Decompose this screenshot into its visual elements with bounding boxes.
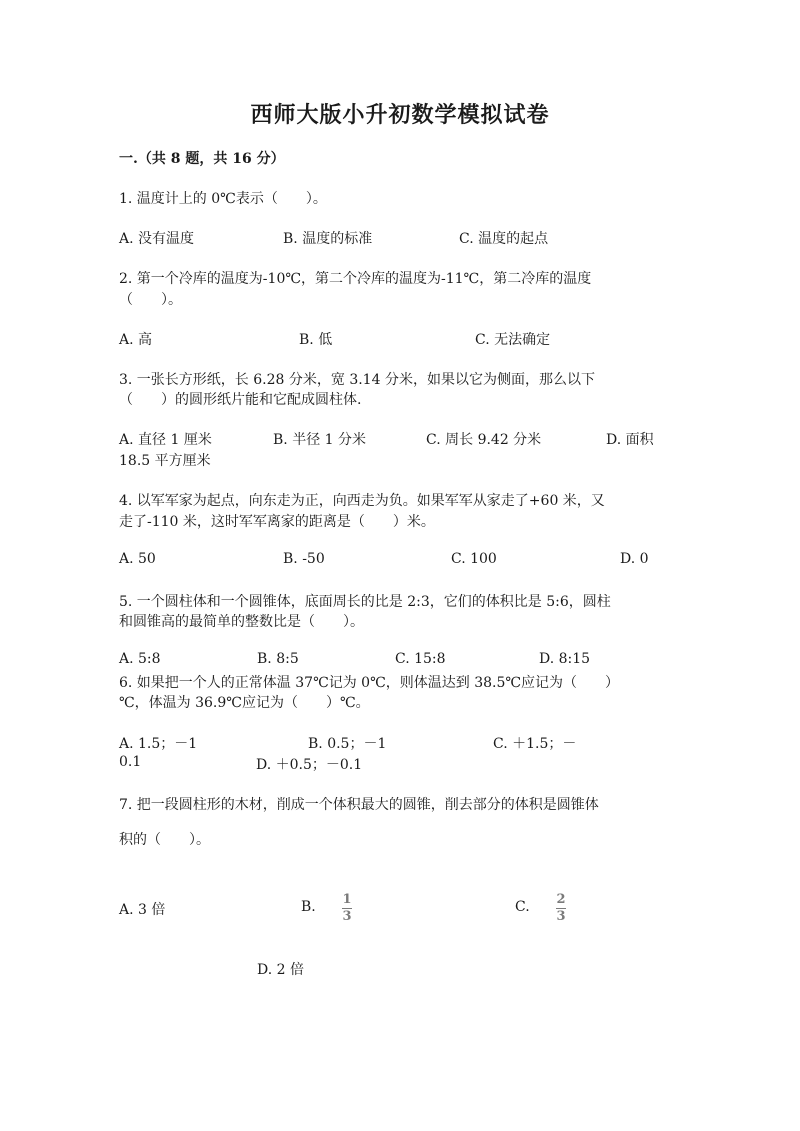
q5-option-d: D. 8:15 [539, 651, 591, 667]
q7-option-c: C. [515, 899, 530, 915]
q6-option-a: A. 1.5；－1 [119, 736, 198, 752]
q7-option-d: D. 2 倍 [257, 962, 304, 978]
q6-option-b: B. 0.5；－1 [308, 736, 387, 752]
question-3-text-line2: （ ）的圆形纸片能和它配成圆柱体. [119, 392, 362, 408]
page-title: 西师大版小升初数学模拟试卷 [250, 102, 550, 128]
q6-option-d: D. ＋0.5；－0.1 [256, 757, 363, 773]
q6-option-c: C. ＋1.5；－ [493, 736, 577, 752]
question-1-text: 1. 温度计上的 0℃表示（ ）。 [119, 191, 327, 207]
question-6-text-line2: ℃，体温为 36.9℃应记为（ ）℃。 [119, 695, 370, 711]
q1-option-b: B. 温度的标准 [283, 231, 373, 247]
q1-option-a: A. 没有温度 [119, 231, 195, 247]
q1-option-c: C. 温度的起点 [459, 231, 549, 247]
question-2-text-line2: （ ）。 [119, 292, 182, 308]
question-2-text: 2. 第一个冷库的温度为-10℃，第二个冷库的温度为-11℃，第二冷库的温度 [119, 271, 592, 287]
q7-option-b-fraction [342, 893, 352, 924]
question-6-text: 6. 如果把一个人的正常体温 37℃记为 0℃，则体温达到 38.5℃应记为（ ） [119, 675, 620, 691]
section-heading: 一.（共 8 题，共 16 分） [119, 151, 285, 167]
q3-option-d-continued: 18.5 平方厘米 [119, 453, 211, 469]
question-4-text: 4. 以军军家为起点，向东走为正，向西走为负。如果军军从家走了+60 米，又 [119, 493, 605, 509]
q4-option-c: C. 100 [451, 551, 497, 567]
fraction-denominator: 3 [342, 909, 352, 924]
q4-option-d: D. 0 [620, 551, 649, 567]
fraction-denominator: 3 [556, 909, 566, 924]
question-3-text: 3. 一张长方形纸，长 6.28 分米，宽 3.14 分米，如果以它为侧面，那么以下 [119, 372, 595, 388]
question-7-text: 7. 把一段圆柱形的木材，削成一个体积最大的圆锥，削去部分的体积是圆锥体 [119, 797, 599, 813]
q3-option-b: B. 半径 1 分米 [273, 432, 366, 448]
q2-option-a: A. 高 [119, 332, 153, 348]
fraction-numerator: 1 [342, 892, 352, 907]
question-7-text-line2: 积的（ ）。 [119, 832, 210, 848]
q5-option-b: B. 8:5 [257, 651, 299, 667]
question-5-text-line2: 和圆锥高的最简单的整数比是（ ）。 [119, 614, 364, 630]
q4-option-a: A. 50 [119, 551, 156, 567]
q2-option-b: B. 低 [299, 332, 333, 348]
q3-option-c: C. 周长 9.42 分米 [426, 432, 542, 448]
q3-option-a: A. 直径 1 厘米 [119, 432, 212, 448]
q5-option-a: A. 5:8 [119, 651, 161, 667]
question-5-text: 5. 一个圆柱体和一个圆锥体，底面周长的比是 2:3，它们的体积比是 5:6，圆柱 [119, 594, 611, 610]
q7-option-c-fraction [556, 893, 566, 924]
q5-option-c: C. 15:8 [395, 651, 446, 667]
fraction-numerator: 2 [556, 892, 566, 907]
q7-option-a: A. 3 倍 [119, 902, 166, 918]
q2-option-c: C. 无法确定 [475, 332, 551, 348]
q6-option-c-continued: 0.1 [119, 754, 142, 770]
q3-option-d: D. 面积 [606, 432, 654, 448]
question-4-text-line2: 走了-110 米，这时军军离家的距离是（ ）米。 [119, 514, 435, 530]
q4-option-b: B. -50 [283, 551, 325, 567]
q7-option-b: B. [301, 899, 316, 915]
